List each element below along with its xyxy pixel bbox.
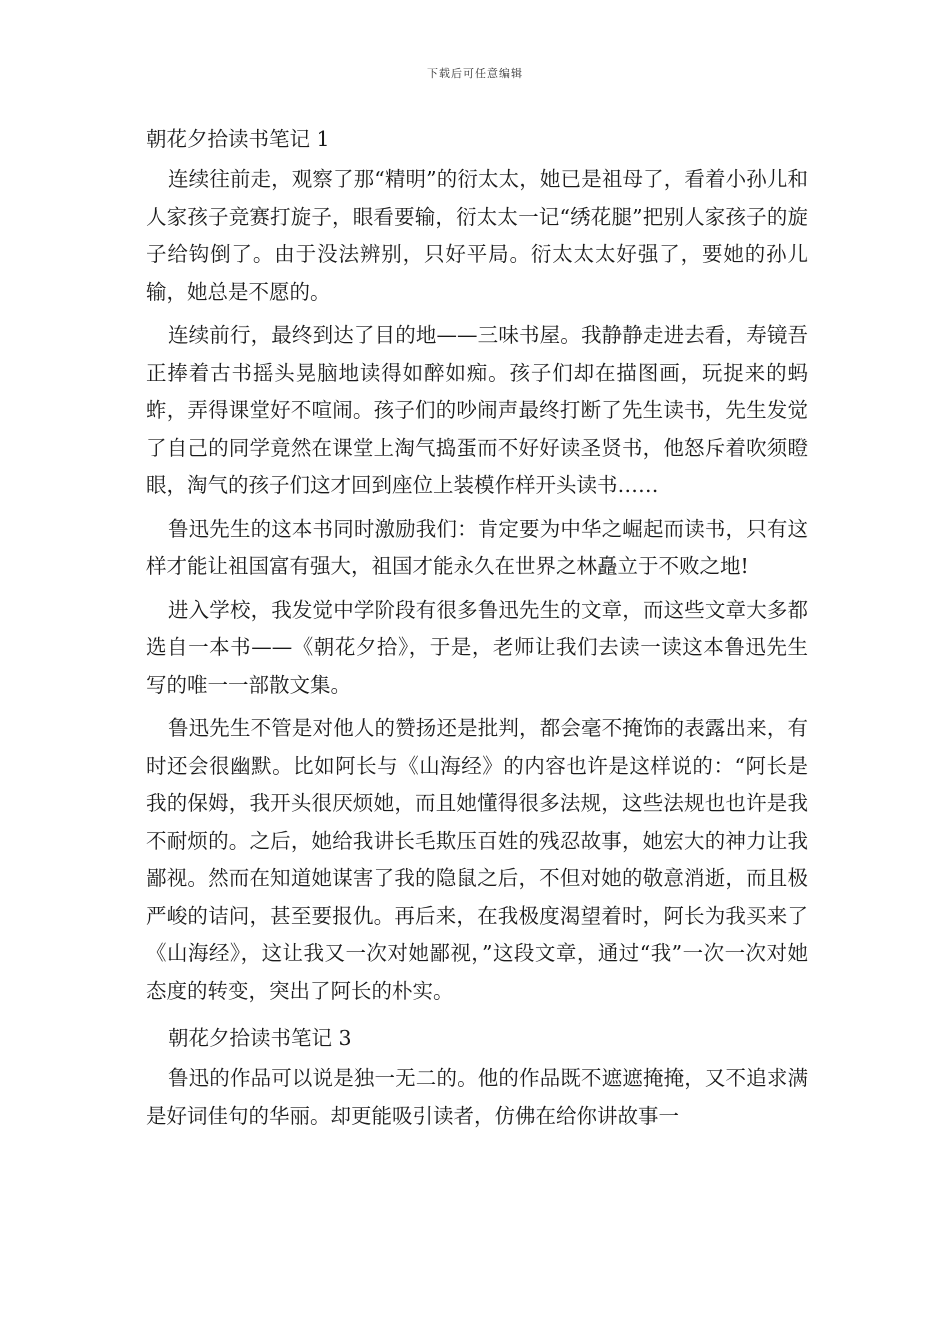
paragraph: 连续往前走，观察了那“精明”的衍太太，她已是祖母了，看着小孙儿和人家孩子竞赛打旋子，眼看要输，衍太太一记“绣花腿”把别人家孩子的旋子给钩倒了。由于没法辨别，只好平局。衍太太太好强了，要她的孙儿输，她总是不愿的。 bbox=[146, 167, 808, 304]
paragraph: 连续前行，最终到达了目的地——三味书屋。我静静走进去看，寿镜吾正捧着古书摇头晃脑地读得如醉如痴。孩子们却在描图画，玩捉来的蚂蚱，弄得课堂好不喧闹。孩子们的吵闹声最终打断了先生读书，先生发觉了自己的同学竟然在课堂上淘气捣蛋而不好好读圣贤书，他怒斥着吹须瞪眼，淘气的孩子们这才回到座位上装模作样开头读书…… bbox=[146, 323, 808, 497]
paragraph: 进入学校，我发觉中学阶段有很多鲁迅先生的文章，而这些文章大多都选自一本书——《朝花夕拾》，于是，老师让我们去读一读这本鲁迅先生写的唯一一部散文集。 bbox=[146, 597, 808, 697]
section-title: 朝花夕拾读书笔记 3 bbox=[168, 1026, 352, 1050]
paragraph: 鲁迅的作品可以说是独一无二的。他的作品既不遮遮掩掩，又不追求满是好词佳句的华丽。却更能吸引读者，仿佛在给你讲故事一 bbox=[146, 1066, 808, 1128]
paragraph: 鲁迅先生的这本书同时激励我们：肯定要为中华之崛起而读书，只有这样才能让祖国富有强大，祖国才能永久在世界之林矗立于不败之地! bbox=[146, 516, 808, 578]
page-header-caption: 下载后可任意编辑 bbox=[427, 67, 523, 80]
paragraph: 鲁迅先生不管是对他人的赞扬还是批判，都会毫不掩饰的表露出来，有时还会很幽默。比如阿长与《山海经》的内容也许是这样说的：“阿长是我的保姆，我开头很厌烦她，而且她懂得很多法规，这些法规也也许是我不耐烦的。之后，她给我讲长毛欺压百姓的残忍故事，她宏大的神力让我鄙视。然而在知道她谋害了我的隐鼠之后，不但对她的敬意消逝，而且极严峻的诘问，甚至要报仇。再后来，在我极度渴望着时，阿长为我买来了《山海经》，这让我又一次对她鄙视，”这段文章，通过“我”一次一次对她态度的转变，突出了阿长的朴实。 bbox=[146, 716, 808, 1003]
section-title: 朝花夕拾读书笔记 1 bbox=[146, 127, 330, 151]
document-body bbox=[146, 117, 808, 1141]
